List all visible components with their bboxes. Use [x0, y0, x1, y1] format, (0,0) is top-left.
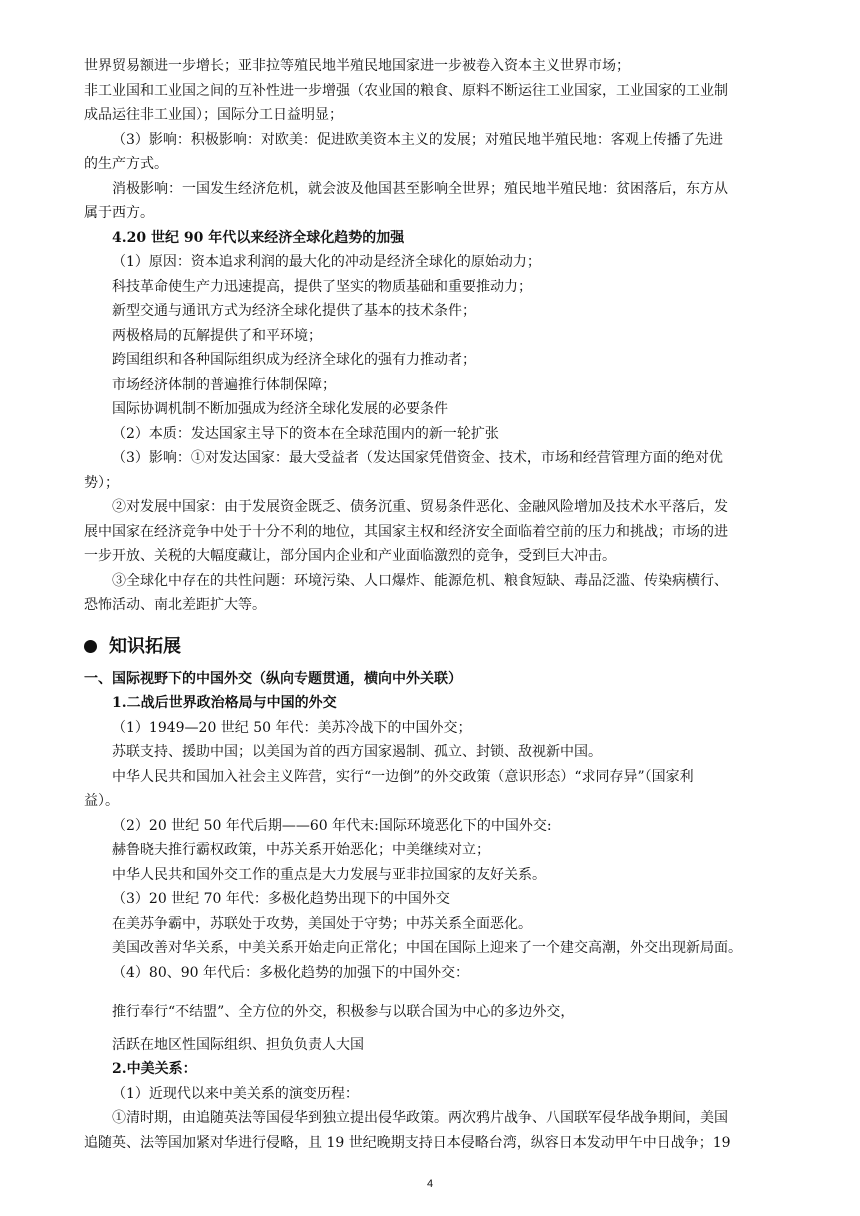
text-line: 新型交通与通讯方式为经济全球化提供了基本的技术条件；: [112, 303, 476, 319]
subsection-title: 4.20 世纪 90 年代以来经济全球化趋势的加强: [112, 230, 405, 246]
text-line: 非工业国和工业国之间的互补性进一步增强（农业国的粮食、原料不断运往工业国家，工业国家的工业制: [84, 83, 728, 99]
text-line: 势）；: [84, 475, 119, 491]
text-line: 市场经济体制的普遍推行体制保障；: [112, 377, 336, 393]
text-line: 美国改善对华关系，中美关系开始走向正常化；中国在国际上迎来了一个建交高潮，外交出现新局面。: [112, 940, 742, 956]
text-line: 两极格局的瓦解提供了和平环境；: [112, 328, 322, 344]
text-line: 推行奉行“不结盟”、全方位的外交，积极参与以联合国为中心的多边外交，: [112, 1004, 575, 1020]
text-line: 世界贸易额进一步增长；亚非拉等殖民地半殖民地国家进一步被卷入资本主义世界市场；: [84, 58, 630, 74]
text-line: ①清时期，由追随英法等国侵华到独立提出侵华政策。两次鸦片战争、八国联军侵华战争期间，美国: [112, 1110, 728, 1126]
text-line: （3）影响：积极影响：对欧美：促进欧美资本主义的发展；对殖民地半殖民地：客观上传播了先进: [112, 132, 723, 148]
text-line: 在美苏争霸中，苏联处于攻势，美国处于守势；中苏关系全面恶化。: [112, 916, 532, 932]
section-heading: [84, 634, 181, 660]
bullet-icon: [84, 640, 97, 653]
text-line: （3）20 世纪 70 年代：多极化趋势出现下的中国外交: [112, 891, 450, 907]
text-line: 属于西方。: [84, 205, 154, 221]
text-line: （1）1949—20 世纪 50 年代：美苏冷战下的中国外交；: [112, 720, 472, 736]
text-line: 追随英、法等国加紧对华进行侵略，且 19 世纪晚期支持日本侵略台湾，纵容日本发动甲午中日战争；19: [84, 1135, 731, 1151]
text-line: 恐怖活动、南北差距扩大等。: [84, 597, 266, 613]
text-line: ③全球化中存在的共性问题：环境污染、人口爆炸、能源危机、粮食短缺、毒品泛滥、传染病横行、: [112, 573, 728, 589]
text-line: 跨国组织和各种国际组织成为经济全球化的强有力推动者；: [112, 352, 476, 368]
section-heading-text: 知识拓展: [109, 636, 181, 657]
text-line: 益）。: [84, 793, 119, 809]
page-number: 4: [426, 1178, 434, 1190]
text-line: 国际协调机制不断加强成为经济全球化发展的必要条件: [112, 401, 448, 417]
text-line: （2）本质：发达国家主导下的资本在全球范围内的新一轮扩张: [112, 426, 499, 442]
section-title: 一、国际视野下的中国外交（纵向专题贯通，横向中外关联）: [84, 671, 462, 687]
text-line: 赫鲁晓夫推行霸权政策，中苏关系开始恶化；中美继续对立；: [112, 842, 490, 858]
text-line: 中华人民共和国加入社会主义阵营，实行“一边倒”的外交政策（意识形态）“求同存异”（国家利: [112, 769, 694, 785]
text-line: 活跃在地区性国际组织、担负负责人大国: [112, 1037, 364, 1053]
text-line: 消极影响：一国发生经济危机，就会波及他国甚至影响全世界；殖民地半殖民地：贫困落后，东方从: [112, 181, 728, 197]
text-line: 展中国家在经济竞争中处于十分不利的地位，其国家主权和经济安全面临着空前的压力和挑战；市场的进: [84, 524, 728, 540]
text-line: （2）20 世纪 50 年代后期——60 年代末:国际环境恶化下的中国外交:: [112, 818, 552, 834]
text-line: （1）原因：资本追求利润的最大化的冲动是经济全球化的原始动力；: [112, 254, 541, 270]
subsection-title: 1.二战后世界政治格局与中国的外交: [112, 695, 337, 711]
text-line: 科技革命使生产力迅速提高，提供了坚实的物质基础和重要推动力；: [112, 279, 532, 295]
text-line: （1）近现代以来中美关系的演变历程：: [112, 1086, 359, 1102]
text-line: （4）80、90 年代后：多极化趋势的加强下的中国外交：: [112, 965, 469, 981]
text-line: 一步开放、关税的大幅度藏让，部分国内企业和产业面临激烈的竞争，受到巨大冲击。: [84, 548, 616, 564]
text-line: 中华人民共和国外交工作的重点是大力发展与亚非拉国家的友好关系。: [112, 867, 546, 883]
text-line: 苏联支持、援助中国；以美国为首的西方国家遏制、孤立、封锁、敌视新中国。: [112, 744, 602, 760]
subsection-title: 2.中美关系：: [112, 1061, 197, 1077]
text-line: 的生产方式。: [84, 156, 168, 172]
text-line: ②对发展中国家：由于发展资金既乏、债务沉重、贸易条件恶化、金融风险增加及技术水平落后，发: [112, 499, 728, 515]
text-line: （3）影响：①对发达国家：最大受益者（发达国家凭借资金、技术，市场和经营管理方面的绝对优: [112, 450, 723, 466]
text-line: 成品运往非工业国）；国际分工日益明显；: [84, 107, 343, 123]
